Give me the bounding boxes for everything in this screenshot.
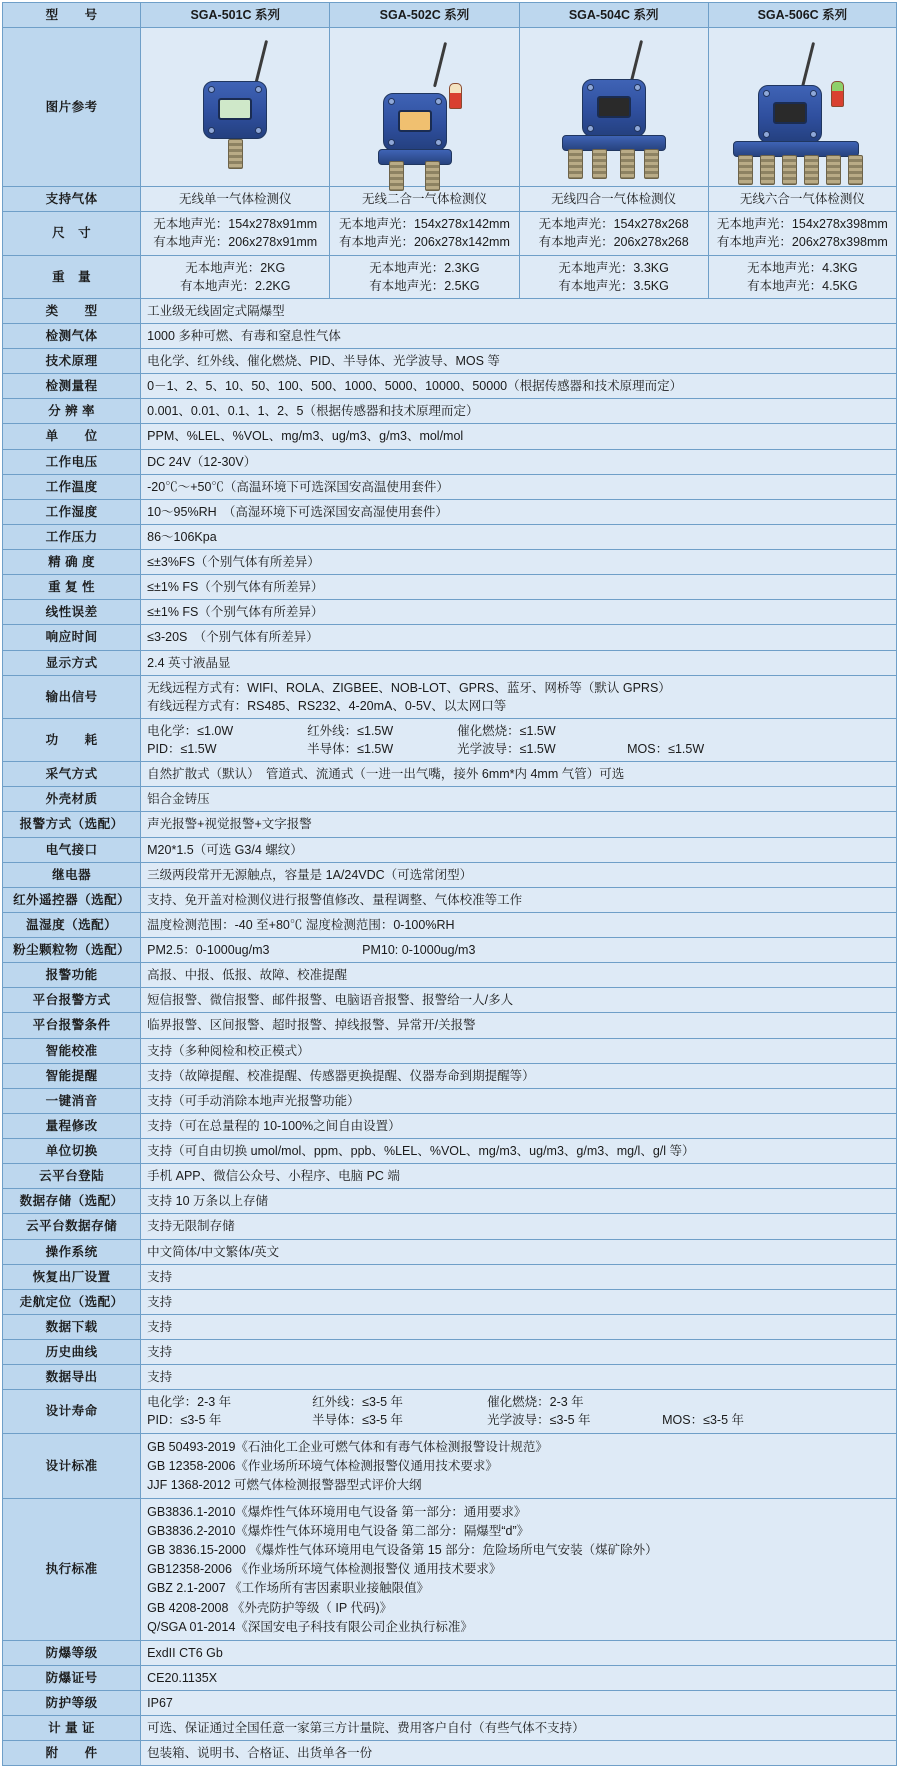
power-catalytic: 催化燃烧：≤1.5W bbox=[457, 723, 556, 738]
table-row-pressure bbox=[3, 524, 897, 549]
product-image-506c bbox=[708, 28, 896, 187]
table-row-platform-alarm-condition bbox=[3, 1013, 897, 1038]
row-value-unit: PPM、%LEL、%VOL、mg/m3、ug/m3、g/m3、mol/mol bbox=[141, 424, 897, 449]
gas-502c: 无线二合一气体检测仪 bbox=[330, 187, 519, 212]
device-illustration-single bbox=[160, 31, 310, 183]
table-row-mute bbox=[3, 1088, 897, 1113]
table-row-cloud-storage bbox=[3, 1214, 897, 1239]
row-value-power bbox=[141, 718, 897, 761]
row-label-cloud-login: 云平台登陆 bbox=[3, 1164, 141, 1189]
bolt-icon bbox=[763, 131, 770, 138]
table-row-ex-certificate bbox=[3, 1665, 897, 1690]
table-row-cloud-login bbox=[3, 1164, 897, 1189]
weight-506c-line2: 有本地声光：4.5KG bbox=[747, 278, 858, 293]
row-label-data-storage: 数据存储（选配） bbox=[3, 1189, 141, 1214]
row-label-unit: 单 位 bbox=[3, 424, 141, 449]
output-signal-wired: 有线远程方式有：RS485、RS232、4-20mA、0-5V、以太网口等 bbox=[147, 698, 507, 713]
row-value-repeatability: ≤±1% FS（个别气体有所差异） bbox=[141, 575, 897, 600]
gas-501c: 无线单一气体检测仪 bbox=[141, 187, 330, 212]
dust-pm25: PM2.5：0-1000ug/m3 bbox=[147, 943, 270, 957]
row-label-display: 显示方式 bbox=[3, 650, 141, 675]
display-screen bbox=[773, 102, 807, 124]
table-row-dust bbox=[3, 938, 897, 963]
product-spec-table bbox=[2, 2, 897, 1766]
row-label-operating-system: 操作系统 bbox=[3, 1239, 141, 1264]
row-value-ex-rating: ExdII CT6 Gb bbox=[141, 1640, 897, 1665]
table-row-model bbox=[3, 3, 897, 28]
row-label-platform-alarm-mode: 平台报警方式 bbox=[3, 988, 141, 1013]
power-infrared: 红外线：≤1.5W bbox=[307, 723, 394, 738]
row-label-sampling: 采气方式 bbox=[3, 762, 141, 787]
row-label-image-reference: 图片参考 bbox=[3, 28, 141, 187]
bolt-icon bbox=[634, 125, 641, 132]
bolt-icon bbox=[435, 139, 442, 146]
row-label-response-time: 响应时间 bbox=[3, 625, 141, 650]
bolt-icon bbox=[763, 90, 770, 97]
table-row-resolution bbox=[3, 399, 897, 424]
gas-sensor-probe bbox=[620, 149, 635, 179]
weight-504c-line1: 无本地声光：3.3KG bbox=[558, 260, 669, 275]
output-signal-wireless: 无线远程方式有：WIFI、ROLA、ZIGBEE、NOB-LOT、GPRS、蓝牙、网桥等（默认 GPRS） bbox=[147, 680, 671, 695]
row-label-alarm-mode: 报警方式（选配） bbox=[3, 812, 141, 837]
row-value-platform-alarm-condition: 临界报警、区间报警、超时报警、掉线报警、异常开/关报警 bbox=[141, 1013, 897, 1038]
bolt-icon bbox=[208, 86, 215, 93]
life-infrared: 红外线：≤3-5 年 bbox=[312, 1395, 404, 1410]
power-pid: PID：≤1.5W bbox=[147, 742, 217, 756]
exec-standard-line-1: GB3836.1-2010《爆炸性气体环境用电气设备 第一部分：通用要求》 bbox=[147, 1504, 527, 1519]
antenna-icon bbox=[801, 42, 815, 87]
row-value-response-time: ≤3-20S （个别气体有所差异） bbox=[141, 625, 897, 650]
row-value-voltage: DC 24V（12-30V） bbox=[141, 449, 897, 474]
row-label-repeatability: 重 复 性 bbox=[3, 575, 141, 600]
life-pid: PID：≤3-5 年 bbox=[147, 1413, 222, 1428]
row-value-smart-calibration: 支持（多种阅检和校正模式） bbox=[141, 1038, 897, 1063]
gas-506c: 无线六合一气体检测仪 bbox=[708, 187, 896, 212]
row-value-range: 0－1、2、5、10、50、100、500、1000、5000、10000、50000（根据传感器和技术原理而定） bbox=[141, 374, 897, 399]
table-row-type bbox=[3, 298, 897, 323]
weight-501c bbox=[141, 255, 330, 298]
dust-cols bbox=[147, 941, 890, 959]
size-501c-line2: 有本地声光：206x278x91mm bbox=[153, 235, 318, 250]
table-row-image-reference bbox=[3, 28, 897, 187]
row-value-dust bbox=[141, 938, 897, 963]
row-label-platform-alarm-condition: 平台报警条件 bbox=[3, 1013, 141, 1038]
row-value-exec-standard bbox=[141, 1498, 897, 1640]
row-value-metering-certificate: 可选、保证通过全国任意一家第三方计量院、费用客户自付（有些气体不支持） bbox=[141, 1716, 897, 1741]
table-row-history-curve bbox=[3, 1340, 897, 1365]
row-label-accessories: 附 件 bbox=[3, 1741, 141, 1766]
row-value-data-storage: 支持 10 万条以上存储 bbox=[141, 1189, 897, 1214]
display-screen bbox=[398, 110, 432, 132]
table-row-accuracy bbox=[3, 550, 897, 575]
row-label-cloud-storage: 云平台数据存储 bbox=[3, 1214, 141, 1239]
table-row-supported-gas bbox=[3, 187, 897, 212]
row-label-electrical-interface: 电气接口 bbox=[3, 837, 141, 862]
product-image-501c bbox=[141, 28, 330, 187]
row-value-design-life bbox=[141, 1390, 897, 1433]
row-label-range: 检测量程 bbox=[3, 374, 141, 399]
table-row-unit bbox=[3, 424, 897, 449]
weight-504c bbox=[519, 255, 708, 298]
table-row-unit-switch bbox=[3, 1139, 897, 1164]
row-value-output-signal bbox=[141, 675, 897, 718]
row-label-history-curve: 历史曲线 bbox=[3, 1340, 141, 1365]
row-label-size: 尺 寸 bbox=[3, 212, 141, 255]
bolt-icon bbox=[634, 84, 641, 91]
power-mos: MOS：≤1.5W bbox=[627, 742, 705, 756]
bolt-icon bbox=[208, 127, 215, 134]
life-optical: 光学波导：≤3-5 年 bbox=[487, 1413, 591, 1428]
row-value-mobile-positioning: 支持 bbox=[141, 1289, 897, 1314]
detector-head bbox=[582, 79, 646, 137]
size-502c bbox=[330, 212, 519, 255]
detector-head bbox=[383, 93, 447, 151]
table-row-design-life bbox=[3, 1390, 897, 1433]
row-value-ex-certificate: CE20.1135X bbox=[141, 1665, 897, 1690]
row-label-mobile-positioning: 走航定位（选配） bbox=[3, 1289, 141, 1314]
detector-head bbox=[203, 81, 267, 139]
exec-standard-line-5: GBZ 2.1-2007 《工作场所有害因素职业接触限值》 bbox=[147, 1581, 430, 1596]
table-row-smart-calibration bbox=[3, 1038, 897, 1063]
product-image-502c bbox=[330, 28, 519, 187]
size-506c bbox=[708, 212, 896, 255]
row-label-exec-standard: 执行标准 bbox=[3, 1498, 141, 1640]
row-label-ip-rating: 防护等级 bbox=[3, 1691, 141, 1716]
table-row-voltage bbox=[3, 449, 897, 474]
table-row-temp-humidity-option bbox=[3, 912, 897, 937]
row-label-relay: 继电器 bbox=[3, 862, 141, 887]
life-catalytic: 催化燃烧：2-3 年 bbox=[487, 1395, 584, 1410]
row-value-accuracy: ≤±3%FS（个别气体有所差异） bbox=[141, 550, 897, 575]
row-label-alarm-function: 报警功能 bbox=[3, 963, 141, 988]
row-label-smart-reminder: 智能提醒 bbox=[3, 1063, 141, 1088]
gas-sensor-probe bbox=[389, 161, 404, 191]
row-label-linearity: 线性误差 bbox=[3, 600, 141, 625]
row-value-electrical-interface: M20*1.5（可选 G3/4 螺纹） bbox=[141, 837, 897, 862]
life-electrochemical: 电化学：2-3 年 bbox=[147, 1395, 232, 1410]
display-screen bbox=[218, 98, 252, 120]
weight-502c-line1: 无本地声光：2.3KG bbox=[369, 260, 480, 275]
spec-sheet bbox=[0, 2, 899, 1766]
bolt-icon bbox=[388, 139, 395, 146]
design-standard-line-1: GB 50493-2019《石油化工企业可燃气体和有毒气体检测报警设计规范》 bbox=[147, 1439, 548, 1454]
power-line-1 bbox=[147, 722, 890, 740]
row-value-ir-remote: 支持、免开盖对检测仪进行报警值修改、量程调整、气体校准等工作 bbox=[141, 887, 897, 912]
row-value-alarm-mode: 声光报警+视觉报警+文字报警 bbox=[141, 812, 897, 837]
detector-head bbox=[758, 85, 822, 143]
table-row-weight bbox=[3, 255, 897, 298]
gas-sensor-probe bbox=[848, 155, 863, 185]
table-row-accessories bbox=[3, 1741, 897, 1766]
row-value-type: 工业级无线固定式隔爆型 bbox=[141, 298, 897, 323]
bolt-icon bbox=[810, 90, 817, 97]
row-label-type: 类 型 bbox=[3, 298, 141, 323]
row-value-cloud-login: 手机 APP、微信公众号、小程序、电脑 PC 端 bbox=[141, 1164, 897, 1189]
row-value-tech-principle: 电化学、红外线、催化燃烧、PID、半导体、光学波导、MOS 等 bbox=[141, 349, 897, 374]
gas-sensor-probe bbox=[738, 155, 753, 185]
life-line-1 bbox=[147, 1393, 890, 1411]
row-label-resolution: 分 辨 率 bbox=[3, 399, 141, 424]
table-row-ir-remote bbox=[3, 887, 897, 912]
table-row-repeatability bbox=[3, 575, 897, 600]
device-illustration-dual bbox=[349, 31, 499, 183]
gas-sensor-probe bbox=[568, 149, 583, 179]
gas-sensor-probe bbox=[644, 149, 659, 179]
row-label-range-modify: 量程修改 bbox=[3, 1113, 141, 1138]
table-row-ip-rating bbox=[3, 1691, 897, 1716]
row-label-mute: 一键消音 bbox=[3, 1088, 141, 1113]
row-value-resolution: 0.001、0.01、0.1、1、2、5（根据传感器和技术原理而定） bbox=[141, 399, 897, 424]
bolt-icon bbox=[388, 98, 395, 105]
table-row-smart-reminder bbox=[3, 1063, 897, 1088]
bolt-icon bbox=[587, 84, 594, 91]
table-row-alarm-mode bbox=[3, 812, 897, 837]
model-502c: SGA-502C 系列 bbox=[330, 3, 519, 28]
exec-standard-line-7: Q/SGA 01-2014《深国安电子科技有限公司企业执行标准》 bbox=[147, 1619, 473, 1634]
gas-sensor-probe bbox=[592, 149, 607, 179]
table-row-data-storage bbox=[3, 1189, 897, 1214]
row-label-humidity: 工作湿度 bbox=[3, 499, 141, 524]
table-row-range-modify bbox=[3, 1113, 897, 1138]
table-row-linearity bbox=[3, 600, 897, 625]
row-value-cloud-storage: 支持无限制存储 bbox=[141, 1214, 897, 1239]
table-row-mobile-positioning bbox=[3, 1289, 897, 1314]
row-value-ip-rating: IP67 bbox=[141, 1691, 897, 1716]
row-value-humidity: 10～95%RH （高湿环境下可选深国安高湿使用套件） bbox=[141, 499, 897, 524]
size-502c-line2: 有本地声光：206x278x142mm bbox=[338, 235, 510, 250]
table-row-output-signal bbox=[3, 675, 897, 718]
row-value-platform-alarm-mode: 短信报警、微信报警、邮件报警、电脑语音报警、报警给一人/多人 bbox=[141, 988, 897, 1013]
bolt-icon bbox=[255, 86, 262, 93]
life-line-2 bbox=[147, 1411, 890, 1429]
row-label-voltage: 工作电压 bbox=[3, 449, 141, 474]
row-value-display: 2.4 英寸液晶显 bbox=[141, 650, 897, 675]
row-value-operating-system: 中文简体/中文繁体/英文 bbox=[141, 1239, 897, 1264]
row-value-mute: 支持（可手动消除本地声光报警功能） bbox=[141, 1088, 897, 1113]
row-label-ir-remote: 红外遥控器（选配） bbox=[3, 887, 141, 912]
table-row-data-download bbox=[3, 1314, 897, 1339]
table-row-design-standard bbox=[3, 1433, 897, 1498]
row-value-linearity: ≤±1% FS（个别气体有所差异） bbox=[141, 600, 897, 625]
table-row-factory-reset bbox=[3, 1264, 897, 1289]
weight-502c-line2: 有本地声光：2.5KG bbox=[369, 278, 480, 293]
alarm-beacon-icon bbox=[831, 81, 844, 107]
table-row-housing bbox=[3, 787, 897, 812]
weight-501c-line2: 有本地声光：2.2KG bbox=[180, 278, 291, 293]
weight-502c bbox=[330, 255, 519, 298]
row-label-data-download: 数据下载 bbox=[3, 1314, 141, 1339]
exec-standard-line-3: GB 3836.15-2000 《爆炸性气体环境用电气设备第 15 部分：危险场所电气安装（煤矿除外） bbox=[147, 1543, 658, 1558]
row-value-accessories: 包装箱、说明书、合格证、出货单各一份 bbox=[141, 1741, 897, 1766]
table-row-platform-alarm-mode bbox=[3, 988, 897, 1013]
row-label-power: 功 耗 bbox=[3, 718, 141, 761]
gas-sensor-probe bbox=[826, 155, 841, 185]
bolt-icon bbox=[810, 131, 817, 138]
row-label-temperature: 工作温度 bbox=[3, 474, 141, 499]
table-row-exec-standard bbox=[3, 1498, 897, 1640]
table-row-range bbox=[3, 374, 897, 399]
row-value-design-standard bbox=[141, 1433, 897, 1498]
row-label-metering-certificate: 计 量 证 bbox=[3, 1716, 141, 1741]
power-line-2 bbox=[147, 740, 890, 758]
bolt-icon bbox=[435, 98, 442, 105]
table-row-sampling bbox=[3, 762, 897, 787]
row-value-temp-humidity-option: 温度检测范围：-40 至+80℃ 湿度检测范围：0-100%RH bbox=[141, 912, 897, 937]
row-label-ex-certificate: 防爆证号 bbox=[3, 1665, 141, 1690]
row-value-relay: 三级两段常开无源触点，容量是 1A/24VDC（可选常闭型） bbox=[141, 862, 897, 887]
weight-501c-line1: 无本地声光：2KG bbox=[185, 260, 286, 275]
row-value-unit-switch: 支持（可自由切换 umol/mol、ppm、ppb、%LEL、%VOL、mg/m3、ug/m3、g/m3、mg/l、g/l 等） bbox=[141, 1139, 897, 1164]
product-image-504c bbox=[519, 28, 708, 187]
row-label-unit-switch: 单位切换 bbox=[3, 1139, 141, 1164]
power-optical: 光学波导：≤1.5W bbox=[457, 742, 556, 756]
antenna-icon bbox=[433, 42, 447, 87]
weight-506c-line1: 无本地声光：4.3KG bbox=[747, 260, 858, 275]
power-semiconductor: 半导体：≤1.5W bbox=[307, 742, 394, 756]
life-mos: MOS：≤3-5 年 bbox=[662, 1413, 745, 1428]
row-value-alarm-function: 高报、中报、低报、故障、校准提醒 bbox=[141, 963, 897, 988]
row-label-smart-calibration: 智能校准 bbox=[3, 1038, 141, 1063]
table-row-relay bbox=[3, 862, 897, 887]
device-illustration-quad bbox=[539, 31, 689, 183]
size-504c bbox=[519, 212, 708, 255]
row-value-data-download: 支持 bbox=[141, 1314, 897, 1339]
table-row-electrical-interface bbox=[3, 837, 897, 862]
row-value-sampling: 自然扩散式（默认） 管道式、流通式（一进一出气嘴，接外 6mm*内 4mm 气管）可选 bbox=[141, 762, 897, 787]
row-label-model: 型 号 bbox=[3, 3, 141, 28]
row-label-pressure: 工作压力 bbox=[3, 524, 141, 549]
row-value-housing: 铝合金铸压 bbox=[141, 787, 897, 812]
row-value-factory-reset: 支持 bbox=[141, 1264, 897, 1289]
design-standard-line-2: GB 12358-2006《作业场所环境气体检测报警仪通用技术要求》 bbox=[147, 1458, 498, 1473]
antenna-icon bbox=[254, 40, 268, 85]
table-row-size bbox=[3, 212, 897, 255]
row-value-detect-gas: 1000 多种可燃、有毒和窒息性气体 bbox=[141, 323, 897, 348]
table-row-tech-principle bbox=[3, 349, 897, 374]
row-value-history-curve: 支持 bbox=[141, 1340, 897, 1365]
alarm-beacon-icon bbox=[449, 83, 462, 109]
table-row-detect-gas bbox=[3, 323, 897, 348]
table-row-temperature bbox=[3, 474, 897, 499]
size-506c-line2: 有本地声光：206x278x398mm bbox=[716, 235, 888, 250]
row-label-supported-gas: 支持气体 bbox=[3, 187, 141, 212]
size-501c-line1: 无本地声光：154x278x91mm bbox=[153, 217, 318, 232]
row-label-factory-reset: 恢复出厂设置 bbox=[3, 1264, 141, 1289]
device-illustration-hex bbox=[727, 31, 877, 183]
row-label-detect-gas: 检测气体 bbox=[3, 323, 141, 348]
model-501c: SGA-501C 系列 bbox=[141, 3, 330, 28]
row-value-data-export: 支持 bbox=[141, 1365, 897, 1390]
design-standard-line-3: JJF 1368-2012 可燃气体检测报警器型式评价大纲 bbox=[147, 1477, 422, 1492]
table-row-metering-certificate bbox=[3, 1716, 897, 1741]
row-label-temp-humidity-option: 温湿度（选配） bbox=[3, 912, 141, 937]
row-label-design-standard: 设计标准 bbox=[3, 1433, 141, 1498]
table-row-alarm-function bbox=[3, 963, 897, 988]
power-electrochemical: 电化学：≤1.0W bbox=[147, 723, 234, 738]
size-506c-line1: 无本地声光：154x278x398mm bbox=[716, 217, 888, 232]
table-row-humidity bbox=[3, 499, 897, 524]
gas-sensor-probe bbox=[804, 155, 819, 185]
row-value-range-modify: 支持（可在总量程的 10-100%之间自由设置） bbox=[141, 1113, 897, 1138]
row-label-dust: 粉尘颗粒物（选配） bbox=[3, 938, 141, 963]
row-label-output-signal: 输出信号 bbox=[3, 675, 141, 718]
life-semiconductor: 半导体：≤3-5 年 bbox=[312, 1413, 404, 1428]
table-row-display bbox=[3, 650, 897, 675]
bolt-icon bbox=[255, 127, 262, 134]
table-row-data-export bbox=[3, 1365, 897, 1390]
weight-506c bbox=[708, 255, 896, 298]
size-504c-line1: 无本地声光：154x278x268 bbox=[538, 217, 689, 232]
weight-504c-line2: 有本地声光：3.5KG bbox=[558, 278, 669, 293]
size-502c-line1: 无本地声光：154x278x142mm bbox=[338, 217, 510, 232]
table-row-operating-system bbox=[3, 1239, 897, 1264]
model-504c: SGA-504C 系列 bbox=[519, 3, 708, 28]
row-value-pressure: 86～106Kpa bbox=[141, 524, 897, 549]
row-label-data-export: 数据导出 bbox=[3, 1365, 141, 1390]
row-value-smart-reminder: 支持（故障提醒、校准提醒、传感器更换提醒、仪器寿命到期提醒等） bbox=[141, 1063, 897, 1088]
row-label-accuracy: 精 确 度 bbox=[3, 550, 141, 575]
gas-504c: 无线四合一气体检测仪 bbox=[519, 187, 708, 212]
row-label-design-life: 设计寿命 bbox=[3, 1390, 141, 1433]
gas-sensor-probe bbox=[782, 155, 797, 185]
table-row-response-time bbox=[3, 625, 897, 650]
row-label-weight: 重 量 bbox=[3, 255, 141, 298]
exec-standard-line-6: GB 4208-2008 《外壳防护等级（ IP 代码)》 bbox=[147, 1600, 393, 1615]
row-label-ex-rating: 防爆等级 bbox=[3, 1640, 141, 1665]
row-value-temperature: -20℃～+50℃（高温环境下可选深国安高温使用套件） bbox=[141, 474, 897, 499]
dust-pm10: PM10: 0-1000ug/m3 bbox=[362, 943, 476, 957]
gas-sensor-probe bbox=[228, 139, 243, 169]
row-label-tech-principle: 技术原理 bbox=[3, 349, 141, 374]
size-501c bbox=[141, 212, 330, 255]
size-504c-line2: 有本地声光：206x278x268 bbox=[538, 235, 689, 250]
row-label-housing: 外壳材质 bbox=[3, 787, 141, 812]
table-row-ex-rating bbox=[3, 1640, 897, 1665]
table-row-power bbox=[3, 718, 897, 761]
bolt-icon bbox=[587, 125, 594, 132]
exec-standard-line-2: GB3836.2-2010《爆炸性气体环境用电气设备 第二部分：隔爆型“d”》 bbox=[147, 1524, 530, 1538]
model-506c: SGA-506C 系列 bbox=[708, 3, 896, 28]
gas-sensor-probe bbox=[760, 155, 775, 185]
gas-sensor-probe bbox=[425, 161, 440, 191]
exec-standard-line-4: GB12358-2006 《作业场所环境气体检测报警仪 通用技术要求》 bbox=[147, 1562, 502, 1577]
display-screen bbox=[597, 96, 631, 118]
